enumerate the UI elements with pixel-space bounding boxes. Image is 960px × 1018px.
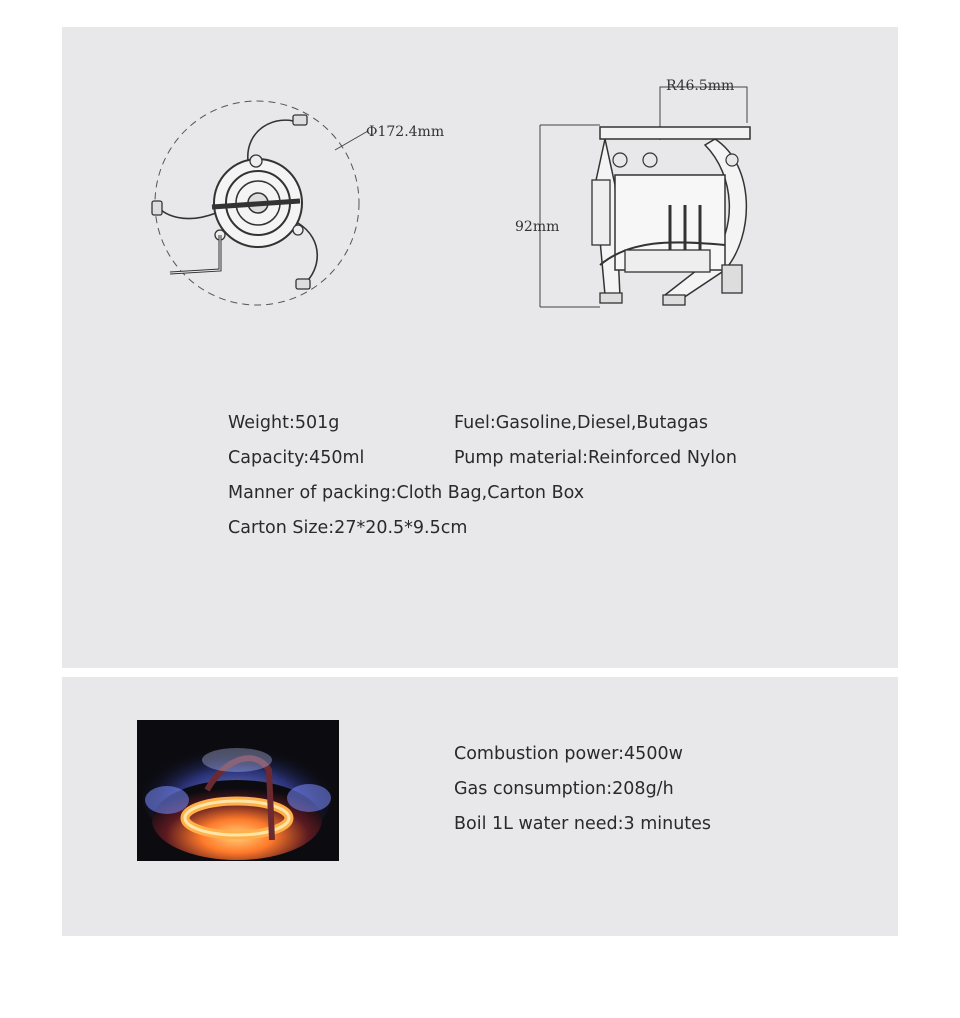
frame-hole-1 (613, 153, 627, 167)
spec-fuel: Fuel:Gasoline,Diesel,Butagas (454, 413, 709, 433)
flame-tip-top (202, 748, 272, 772)
spec-weight: Weight:501g (228, 413, 340, 433)
pump-connector (722, 265, 742, 293)
flame-illustration (137, 720, 339, 861)
fuel-line-inner (170, 235, 220, 273)
burner-base (625, 250, 710, 272)
valve-block (592, 180, 610, 245)
stove-side-view-drawing (500, 65, 760, 325)
frame-hole-3 (726, 154, 738, 166)
foot-right (663, 295, 685, 305)
spec-pump-material: Pump material:Reinforced Nylon (454, 448, 737, 468)
flame-tip-left (145, 786, 189, 814)
dimension-leader-line (335, 131, 368, 150)
support-foot-left (152, 201, 162, 215)
spec-capacity: Capacity:450ml (228, 448, 365, 468)
height-label: 92mm (515, 219, 560, 235)
foot-left (600, 293, 622, 303)
support-foot-right (296, 279, 310, 289)
spec-boil-time: Boil 1L water need:3 minutes (454, 814, 712, 834)
fuel-line (170, 235, 220, 273)
support-hinge-right (293, 225, 303, 235)
support-foot-top (293, 115, 307, 125)
radius-label: R46.5mm (666, 78, 735, 94)
diameter-label: Φ172.4mm (366, 124, 445, 140)
flame-photo (137, 720, 339, 861)
spec-packing: Manner of packing:Cloth Bag,Carton Box (228, 483, 585, 503)
stove-top-view-drawing (140, 95, 445, 325)
spec-gas-consumption: Gas consumption:208g/h (454, 779, 674, 799)
support-hinge-top (250, 155, 262, 167)
flame-tip-right (287, 784, 331, 812)
spec-carton-size: Carton Size:27*20.5*9.5cm (228, 518, 468, 538)
pot-support-top (600, 127, 750, 139)
frame-hole-2 (643, 153, 657, 167)
spec-combustion-power: Combustion power:4500w (454, 744, 683, 764)
support-arm-left (158, 207, 216, 219)
